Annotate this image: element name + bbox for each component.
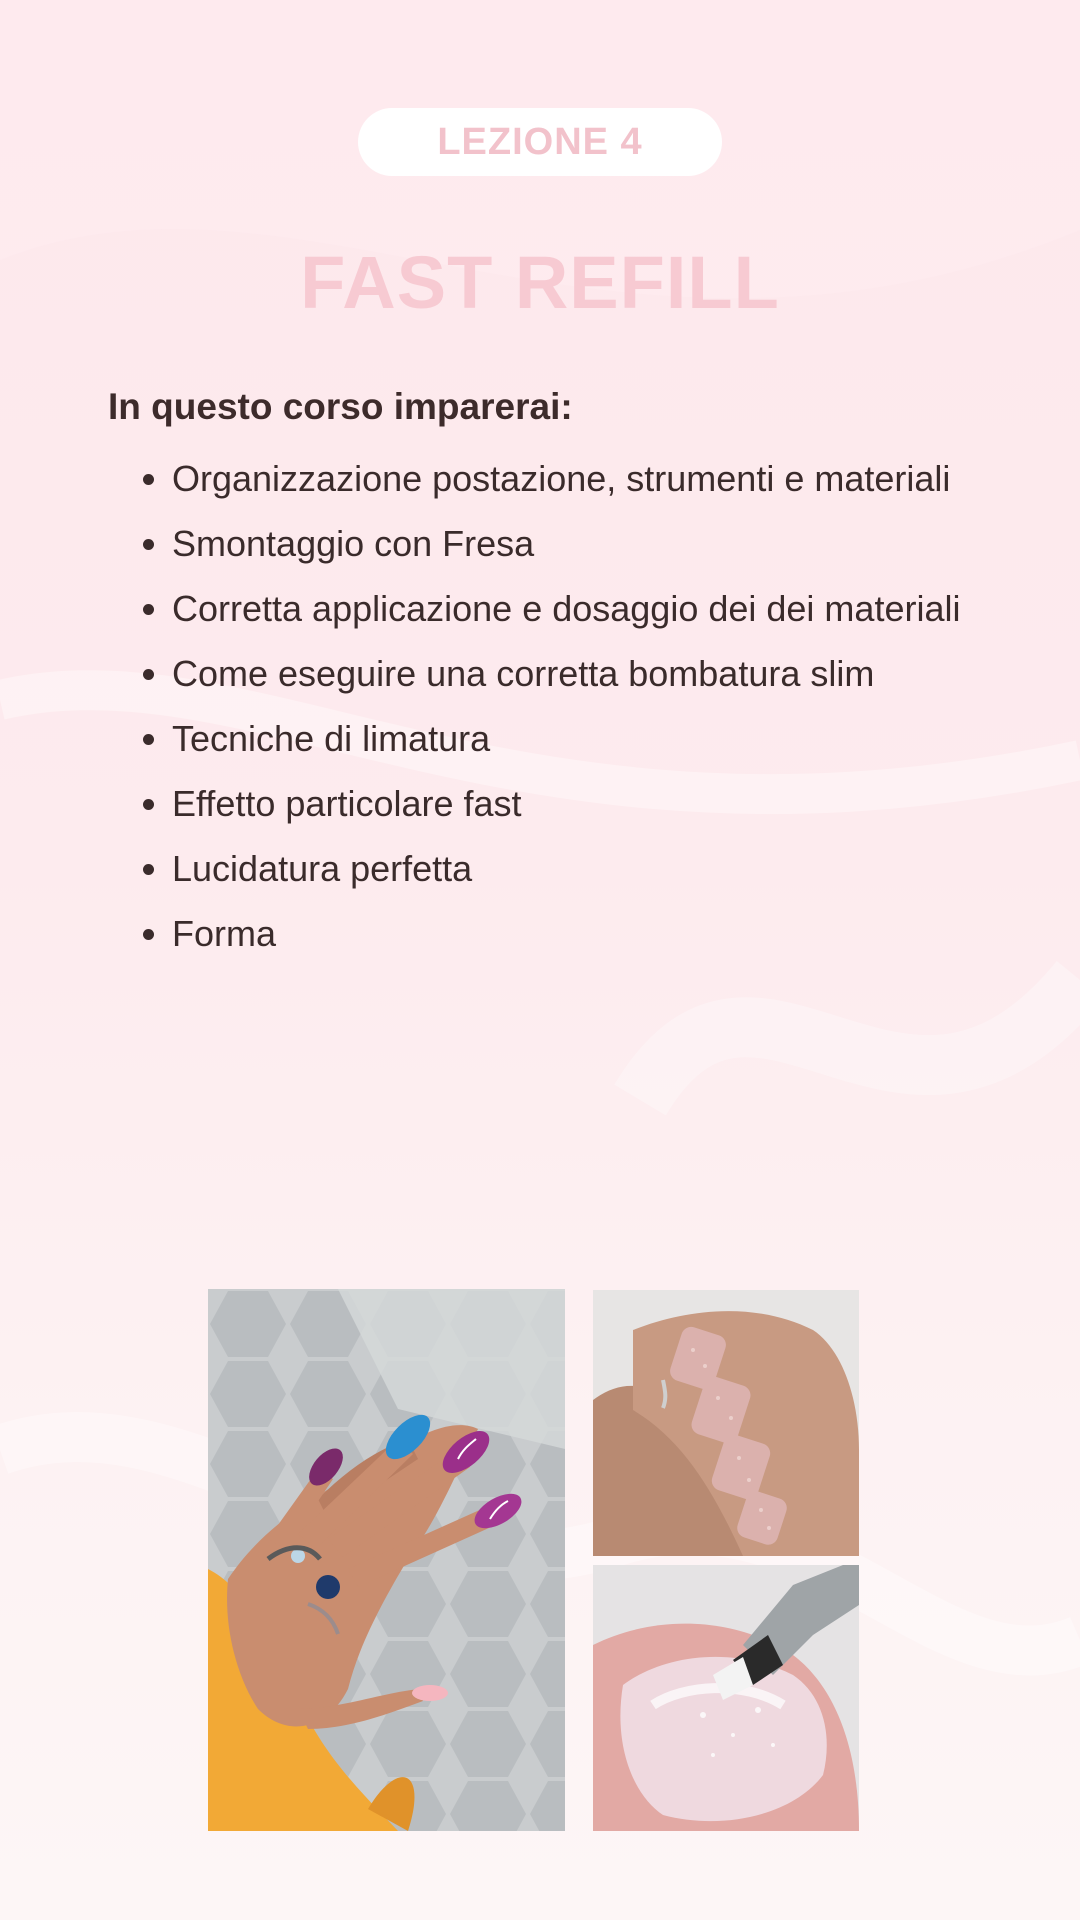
- list-item: [172, 901, 972, 966]
- course-intro: In questo corso imparerai:: [108, 386, 573, 427]
- lesson-label: LEZIONE 4: [437, 120, 643, 163]
- lesson-badge: [358, 108, 722, 176]
- list-item: [172, 836, 972, 901]
- topic-text: Effetto particolare fast: [172, 783, 522, 824]
- topic-text: Tecniche di limatura: [172, 718, 491, 759]
- bullet-icon: [143, 474, 154, 485]
- list-item: [172, 446, 972, 511]
- topic-text: Forma: [172, 913, 277, 954]
- topic-text: Smontaggio con Fresa: [172, 523, 535, 564]
- topic-text: Lucidatura perfetta: [172, 848, 473, 889]
- bullet-icon: [143, 929, 154, 940]
- bullet-icon: [143, 539, 154, 550]
- list-item: [172, 576, 972, 641]
- page-title: FAST REFILL: [300, 241, 780, 324]
- nail-art-photo-hand: [208, 1289, 565, 1831]
- nail-art-photo-square-nails: [593, 1290, 859, 1556]
- bullet-icon: [143, 799, 154, 810]
- bullet-icon: [143, 604, 154, 615]
- list-item: [172, 706, 972, 771]
- list-item: [172, 771, 972, 836]
- bullet-icon: [143, 864, 154, 875]
- topics-list: [172, 446, 972, 966]
- topic-text: Come eseguire una corretta bombatura slim: [172, 653, 875, 694]
- topic-text: Organizzazione postazione, strumenti e materiali: [172, 458, 951, 499]
- nail-art-photo-brush: [593, 1565, 859, 1831]
- list-item: [172, 511, 972, 576]
- bullet-icon: [143, 669, 154, 680]
- bullet-icon: [143, 734, 154, 745]
- topic-text: Corretta applicazione e dosaggio dei dei materiali: [172, 588, 961, 629]
- list-item: [172, 641, 972, 706]
